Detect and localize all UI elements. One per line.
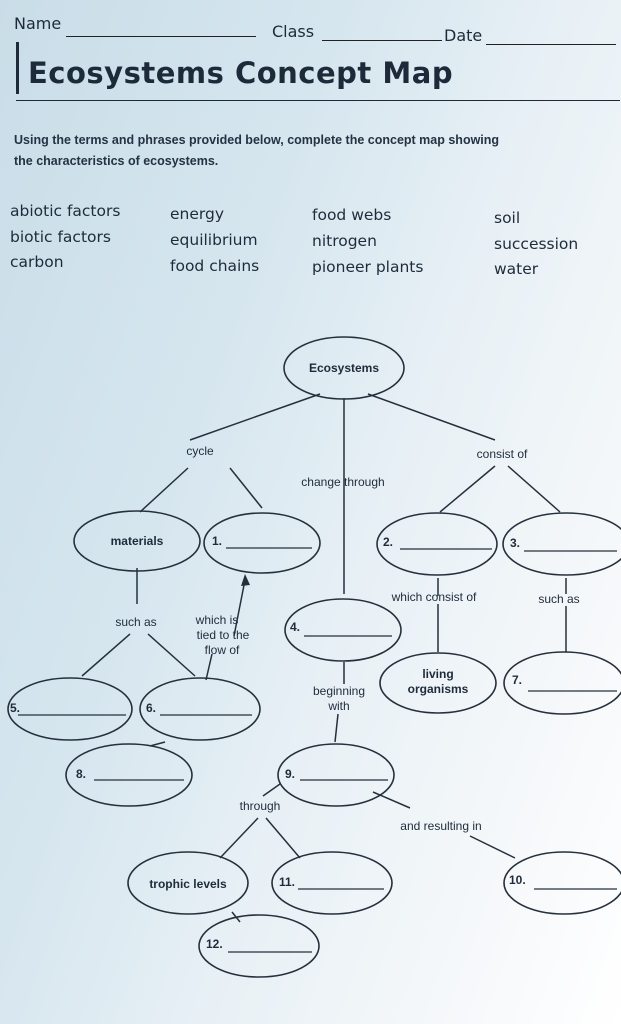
link-such-as-left: such as: [115, 615, 157, 629]
page-title: Ecosystems Concept Map: [28, 56, 454, 90]
node-4-number: 4.: [290, 620, 301, 634]
link-consist-of: consist of: [476, 447, 528, 461]
node-12-number: 12.: [206, 937, 223, 951]
term-abiotic-factors: abiotic factors: [10, 202, 121, 220]
node-8-number: 8.: [76, 767, 87, 781]
link-which-is: which is: [195, 613, 239, 627]
link-such-as-right: such as: [538, 592, 580, 606]
node-2-number: 2.: [383, 535, 394, 549]
term-nitrogen: nitrogen: [312, 232, 377, 250]
term-water: water: [494, 260, 539, 278]
link-beginning: beginning: [312, 684, 366, 698]
link-flow-of: flow of: [204, 643, 240, 657]
term-biotic-factors: biotic factors: [10, 228, 111, 246]
node-6[interactable]: [140, 678, 260, 740]
node-2[interactable]: [377, 513, 497, 575]
node-6-number: 6.: [146, 701, 157, 715]
link-tied-to-the: tied to the: [196, 628, 250, 642]
term-energy: energy: [170, 205, 225, 223]
node-materials-label: materials: [110, 534, 164, 548]
link-change-through: change through: [301, 475, 385, 489]
node-9-number: 9.: [285, 767, 296, 781]
class-label: Class: [272, 22, 315, 41]
term-equilibrium: equilibrium: [170, 231, 258, 249]
term-succession: succession: [494, 235, 579, 253]
node-9[interactable]: [278, 744, 394, 806]
node-living-label-2: organisms: [407, 682, 469, 696]
link-and-resulting-in: and resulting in: [400, 819, 482, 833]
node-3[interactable]: [503, 513, 621, 575]
node-5-number: 5.: [10, 701, 21, 715]
link-which-consist-of: which consist of: [391, 590, 477, 604]
link-through: through: [239, 799, 281, 813]
node-4[interactable]: [285, 599, 401, 661]
node-5[interactable]: [8, 678, 132, 740]
instructions-line-2: the characteristics of ecosystems.: [14, 154, 219, 168]
node-7-number: 7.: [512, 673, 523, 687]
term-carbon: carbon: [10, 253, 64, 271]
node-1-number: 1.: [212, 534, 223, 548]
link-cycle: cycle: [186, 444, 214, 458]
term-soil: soil: [494, 209, 521, 227]
node-11-number: 11.: [279, 875, 296, 889]
term-pioneer-plants: pioneer plants: [312, 258, 424, 276]
term-food-webs: food webs: [312, 206, 392, 224]
node-ecosystems-label: Ecosystems: [308, 361, 380, 375]
node-10-number: 10.: [509, 873, 526, 887]
instructions-line-1: Using the terms and phrases provided below, complete the concept map showing: [14, 133, 500, 147]
date-label: Date: [444, 26, 483, 45]
node-trophic-levels-label: trophic levels: [149, 877, 227, 891]
node-living-label-1: living: [422, 667, 454, 681]
link-with: with: [328, 699, 350, 713]
name-label: Name: [14, 14, 62, 33]
term-food-chains: food chains: [170, 257, 260, 275]
node-3-number: 3.: [510, 536, 521, 550]
